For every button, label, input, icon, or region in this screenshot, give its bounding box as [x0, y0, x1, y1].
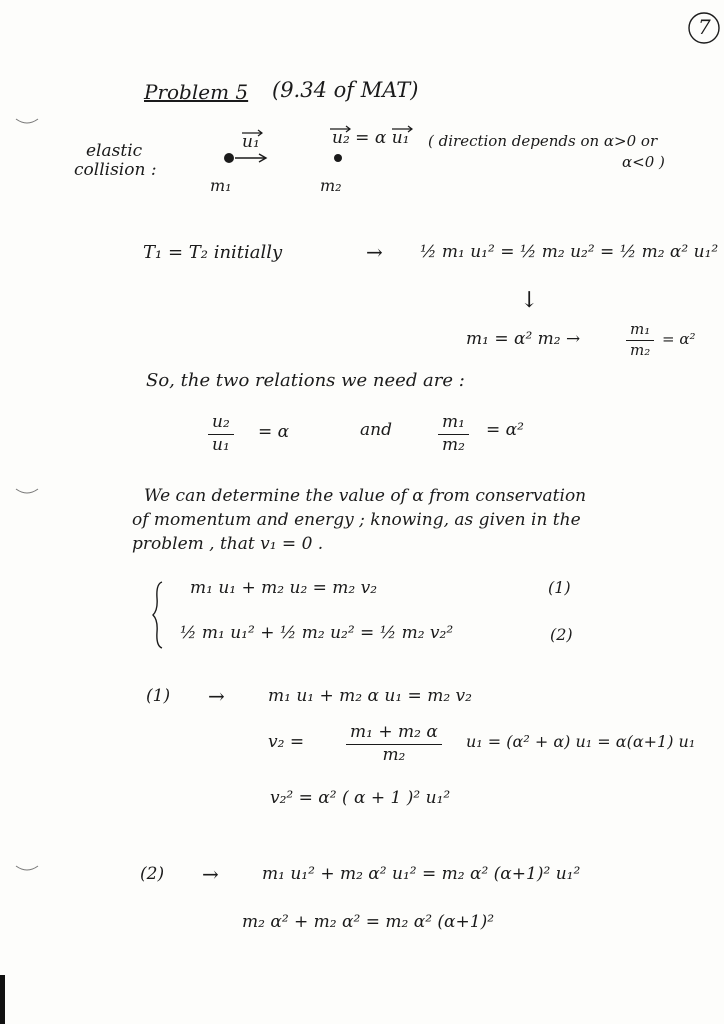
- problem-reference: (9.34 of MAT): [272, 78, 419, 102]
- mass-ratio-rhs: = α²: [662, 330, 696, 348]
- paragraph-line2: of momentum and energy ; knowing, as given in the: [132, 510, 581, 530]
- derivation1-arrow: →: [208, 684, 225, 708]
- collision-label: collision :: [74, 160, 157, 180]
- mass-ratio-relation: [438, 414, 469, 455]
- direction-note: ( direction depends on α>0 or: [428, 132, 658, 150]
- system-brace: [150, 580, 166, 650]
- derivation1-v2-rhs: u₁ = (α² + α) u₁ = α(α+1) u₁: [466, 732, 696, 751]
- u2-relation-label: u₂ = α u₁: [332, 128, 410, 148]
- paragraph-line3: problem , that v₁ = 0 .: [132, 534, 324, 554]
- mass-relation-den: m₂: [442, 434, 465, 455]
- kinetic-statement: T₁ = T₂ initially: [143, 242, 283, 263]
- kinetic-equation: ½ m₁ u₁² = ½ m₂ u₂² = ½ m₂ α² u₁²: [420, 242, 719, 262]
- velocity-ratio: [208, 414, 234, 455]
- derivation1-v2-lhs: v₂ =: [268, 732, 305, 752]
- elastic-label: elastic: [86, 141, 143, 161]
- mass-relation-rhs: = α²: [486, 420, 524, 440]
- margin-mark: [14, 487, 40, 497]
- mass-ratio: [626, 322, 654, 359]
- derivation2-arrow: →: [202, 862, 219, 886]
- relations-intro: So, the two relations we need are :: [146, 370, 465, 391]
- paragraph-line1: We can determine the value of α from conservation: [144, 486, 587, 506]
- kinetic-arrow: →: [366, 240, 383, 264]
- velocity-ratio-rhs: = α: [258, 422, 290, 442]
- margin-mark: [14, 117, 40, 127]
- mass2-dot: [334, 154, 342, 162]
- u1-vector-label: u₁: [242, 132, 260, 152]
- mass2-label: m₂: [320, 176, 342, 195]
- derivation1-line1: m₁ u₁ + m₂ α u₁ = m₂ v₂: [268, 686, 472, 706]
- derivation1-line3: v₂² = α² ( α + 1 )² u₁²: [270, 788, 451, 808]
- direction-note-cont: α<0 ): [622, 153, 665, 171]
- mass-ratio-den: m₂: [630, 340, 651, 359]
- derivation2-line1: m₁ u₁² + m₂ α² u₁² = m₂ α² (α+1)² u₁²: [262, 864, 581, 884]
- derivation1-v2-num: m₁ + m₂ α: [350, 722, 438, 742]
- derivation1-v2-fraction: [346, 724, 442, 765]
- momentum-equation: m₁ u₁ + m₂ u₂ = m₂ v₂: [190, 578, 378, 598]
- derivation2-line2: m₂ α² + m₂ α² = m₂ α² (α+1)²: [242, 912, 495, 932]
- margin-mark: [14, 864, 40, 874]
- collision-diagram: [218, 125, 418, 175]
- momentum-equation-tag: (1): [548, 578, 571, 597]
- mass-ratio-num: m₁: [630, 320, 651, 338]
- mass-relation-num: m₁: [442, 412, 465, 432]
- down-arrow: ↓: [520, 288, 539, 313]
- page-number: 7: [698, 15, 711, 39]
- page-edge-shadow: [0, 975, 5, 1024]
- derivation1-v2-den: m₂: [382, 744, 406, 765]
- and-word: and: [360, 420, 392, 440]
- mass1-dot: [224, 153, 234, 163]
- mass-result: m₁ = α² m₂ →: [466, 329, 581, 349]
- mass1-label: m₁: [210, 176, 232, 195]
- derivation1-tag: (1): [146, 686, 171, 706]
- energy-equation-tag: (2): [550, 625, 573, 644]
- derivation2-tag: (2): [140, 864, 165, 884]
- problem-title: Problem 5: [144, 80, 249, 104]
- velocity-ratio-num: u₂: [212, 412, 230, 432]
- velocity-ratio-den: u₁: [212, 434, 230, 455]
- energy-equation: ½ m₁ u₁² + ½ m₂ u₂² = ½ m₂ v₂²: [180, 623, 454, 643]
